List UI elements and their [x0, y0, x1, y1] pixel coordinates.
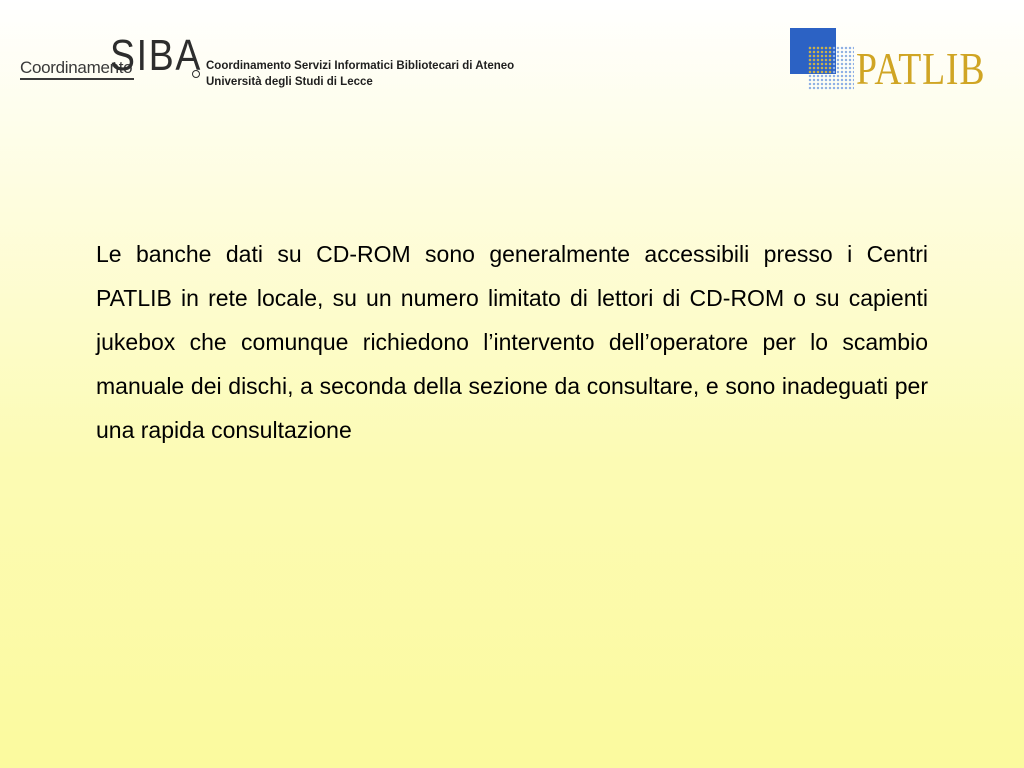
siba-logo-line-1: Coordinamento Servizi Informatici Bibliotecari di Ateneo [206, 60, 515, 72]
patlib-logo-gold-dots-icon [808, 46, 832, 74]
siba-logo-circle-icon [192, 70, 200, 78]
patlib-logo [790, 28, 1000, 92]
body-paragraph: Le banche dati su CD-ROM sono generalmente accessibili presso i Centri PATLIB in rete locale, su un numero limitato di lettori di CD-ROM o su capienti jukebox che comunque richiedono l’intervento dell’operatore per lo scambio manuale dei dischi, a seconda della sezione da consultare, e sono inadeguati per una rapida consultazione [96, 241, 928, 443]
siba-logo-wordmark: SIBA [110, 31, 203, 80]
siba-logo [20, 31, 580, 96]
siba-logo-line-2: Università degli Studi di Lecce [206, 76, 373, 88]
patlib-logo-wordmark: PATLIB [856, 43, 986, 94]
siba-logo-coordinamento: Coordinamento [20, 58, 134, 80]
siba-logo-subtitle [206, 58, 514, 90]
slide-body [96, 232, 928, 452]
